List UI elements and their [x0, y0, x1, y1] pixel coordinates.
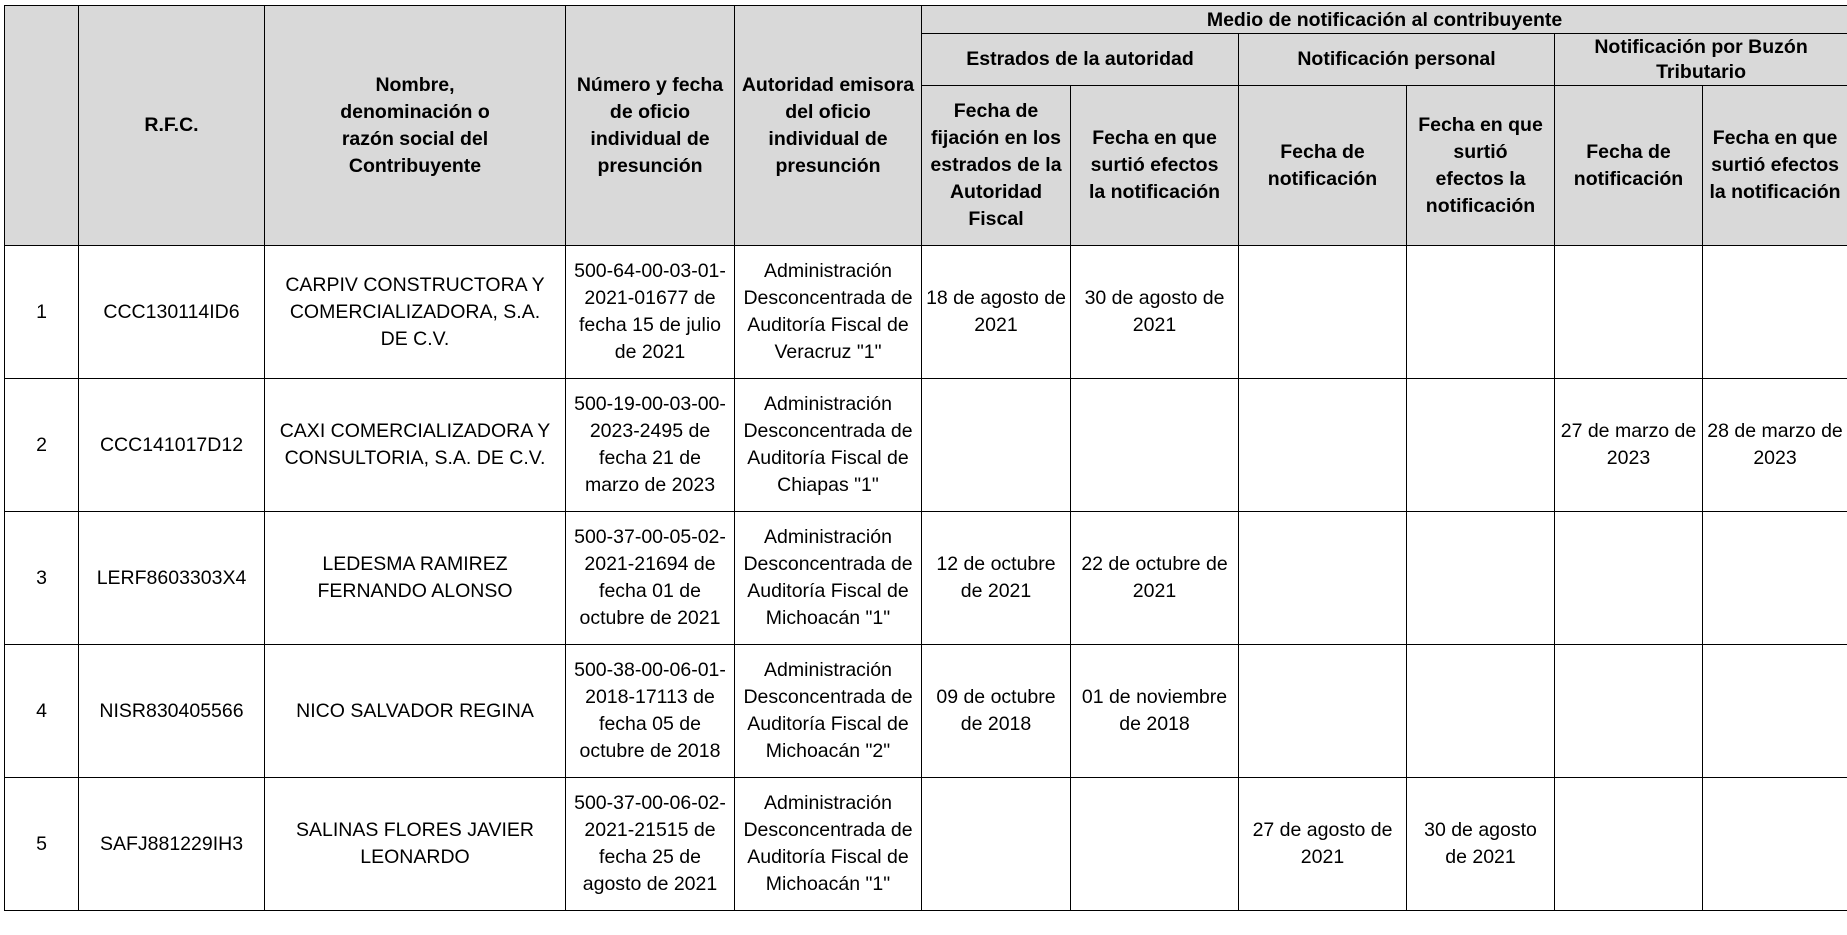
cell-nombre: SALINAS FLORES JAVIER LEONARDO — [265, 778, 566, 911]
cell-personal-notificacion: 27 de agosto de 2021 — [1239, 778, 1407, 911]
cell-autoridad: Administración Desconcentrada de Auditoría Fiscal de Michoacán "1" — [735, 778, 922, 911]
cell-num: 2 — [5, 379, 79, 512]
cell-personal-notificacion — [1239, 379, 1407, 512]
cell-buzon-notificacion: 27 de marzo de 2023 — [1555, 379, 1703, 512]
cell-estrados-fijacion: 09 de octubre de 2018 — [922, 645, 1071, 778]
cell-oficio: 500-38-00-06-01-2018-17113 de fecha 05 de octubre de 2018 — [566, 645, 735, 778]
cell-personal-efectos: 30 de agosto de 2021 — [1407, 778, 1555, 911]
cell-num: 1 — [5, 246, 79, 379]
cell-personal-efectos — [1407, 379, 1555, 512]
cell-autoridad: Administración Desconcentrada de Auditoría Fiscal de Chiapas "1" — [735, 379, 922, 512]
cell-buzon-efectos — [1703, 512, 1847, 645]
cell-personal-notificacion — [1239, 246, 1407, 379]
header-personal-efectos: Fecha en que surtió efectos la notificación — [1407, 86, 1555, 246]
cell-estrados-efectos: 30 de agosto de 2021 — [1071, 246, 1239, 379]
cell-buzon-efectos — [1703, 645, 1847, 778]
header-buzon-notificacion: Fecha de notificación — [1555, 86, 1703, 246]
cell-estrados-efectos — [1071, 778, 1239, 911]
cell-autoridad: Administración Desconcentrada de Auditoría Fiscal de Veracruz "1" — [735, 246, 922, 379]
cell-nombre: LEDESMA RAMIREZ FERNANDO ALONSO — [265, 512, 566, 645]
cell-estrados-efectos — [1071, 379, 1239, 512]
cell-buzon-efectos — [1703, 246, 1847, 379]
header-estrados: Estrados de la autoridad — [922, 34, 1239, 86]
cell-estrados-fijacion — [922, 778, 1071, 911]
cell-estrados-fijacion — [922, 379, 1071, 512]
table-row — [5, 246, 1847, 379]
header-buzon: Notificación por Buzón Tributario — [1555, 34, 1847, 86]
cell-autoridad: Administración Desconcentrada de Auditoría Fiscal de Michoacán "1" — [735, 512, 922, 645]
cell-estrados-efectos: 01 de noviembre de 2018 — [1071, 645, 1239, 778]
cell-nombre: CAXI COMERCIALIZADORA Y CONSULTORIA, S.A. DE C.V. — [265, 379, 566, 512]
header-autoridad: Autoridad emisora del oficio individual de presunción — [735, 6, 922, 246]
cell-num: 5 — [5, 778, 79, 911]
header-num — [5, 6, 79, 246]
cell-num: 3 — [5, 512, 79, 645]
header-estrados-efectos: Fecha en que surtió efectos la notificación — [1071, 86, 1239, 246]
cell-buzon-efectos: 28 de marzo de 2023 — [1703, 379, 1847, 512]
header-medio: Medio de notificación al contribuyente — [922, 6, 1847, 34]
header-estrados-fijacion: Fecha de fijación en los estrados de la Autoridad Fiscal — [922, 86, 1071, 246]
cell-buzon-notificacion — [1555, 246, 1703, 379]
cell-estrados-efectos: 22 de octubre de 2021 — [1071, 512, 1239, 645]
table-row — [5, 512, 1847, 645]
cell-rfc: LERF8603303X4 — [79, 512, 265, 645]
cell-personal-efectos — [1407, 512, 1555, 645]
cell-rfc: CCC141017D12 — [79, 379, 265, 512]
cell-personal-notificacion — [1239, 512, 1407, 645]
cell-rfc: NISR830405566 — [79, 645, 265, 778]
cell-oficio: 500-19-00-03-00-2023-2495 de fecha 21 de marzo de 2023 — [566, 379, 735, 512]
cell-buzon-efectos — [1703, 778, 1847, 911]
header-personal: Notificación personal — [1239, 34, 1555, 86]
table-row — [5, 645, 1847, 778]
cell-nombre: NICO SALVADOR REGINA — [265, 645, 566, 778]
cell-nombre: CARPIV CONSTRUCTORA Y COMERCIALIZADORA, S.A. DE C.V. — [265, 246, 566, 379]
notification-table — [4, 5, 1847, 911]
cell-autoridad: Administración Desconcentrada de Auditoría Fiscal de Michoacán "2" — [735, 645, 922, 778]
header-nombre: Nombre, denominación o razón social del Contribuyente — [265, 6, 566, 246]
header-buzon-efectos: Fecha en que surtió efectos la notificación — [1703, 86, 1847, 246]
header-personal-notificacion: Fecha de notificación — [1239, 86, 1407, 246]
cell-num: 4 — [5, 645, 79, 778]
cell-rfc: CCC130114ID6 — [79, 246, 265, 379]
cell-personal-notificacion — [1239, 645, 1407, 778]
cell-estrados-fijacion: 18 de agosto de 2021 — [922, 246, 1071, 379]
cell-estrados-fijacion: 12 de octubre de 2021 — [922, 512, 1071, 645]
cell-buzon-notificacion — [1555, 778, 1703, 911]
header-oficio: Número y fecha de oficio individual de presunción — [566, 6, 735, 246]
cell-oficio: 500-37-00-05-02-2021-21694 de fecha 01 de octubre de 2021 — [566, 512, 735, 645]
cell-buzon-notificacion — [1555, 645, 1703, 778]
cell-oficio: 500-64-00-03-01-2021-01677 de fecha 15 de julio de 2021 — [566, 246, 735, 379]
cell-personal-efectos — [1407, 246, 1555, 379]
cell-buzon-notificacion — [1555, 512, 1703, 645]
cell-personal-efectos — [1407, 645, 1555, 778]
cell-oficio: 500-37-00-06-02-2021-21515 de fecha 25 de agosto de 2021 — [566, 778, 735, 911]
table-row — [5, 778, 1847, 911]
table-row — [5, 379, 1847, 512]
header-rfc: R.F.C. — [79, 6, 265, 246]
cell-rfc: SAFJ881229IH3 — [79, 778, 265, 911]
